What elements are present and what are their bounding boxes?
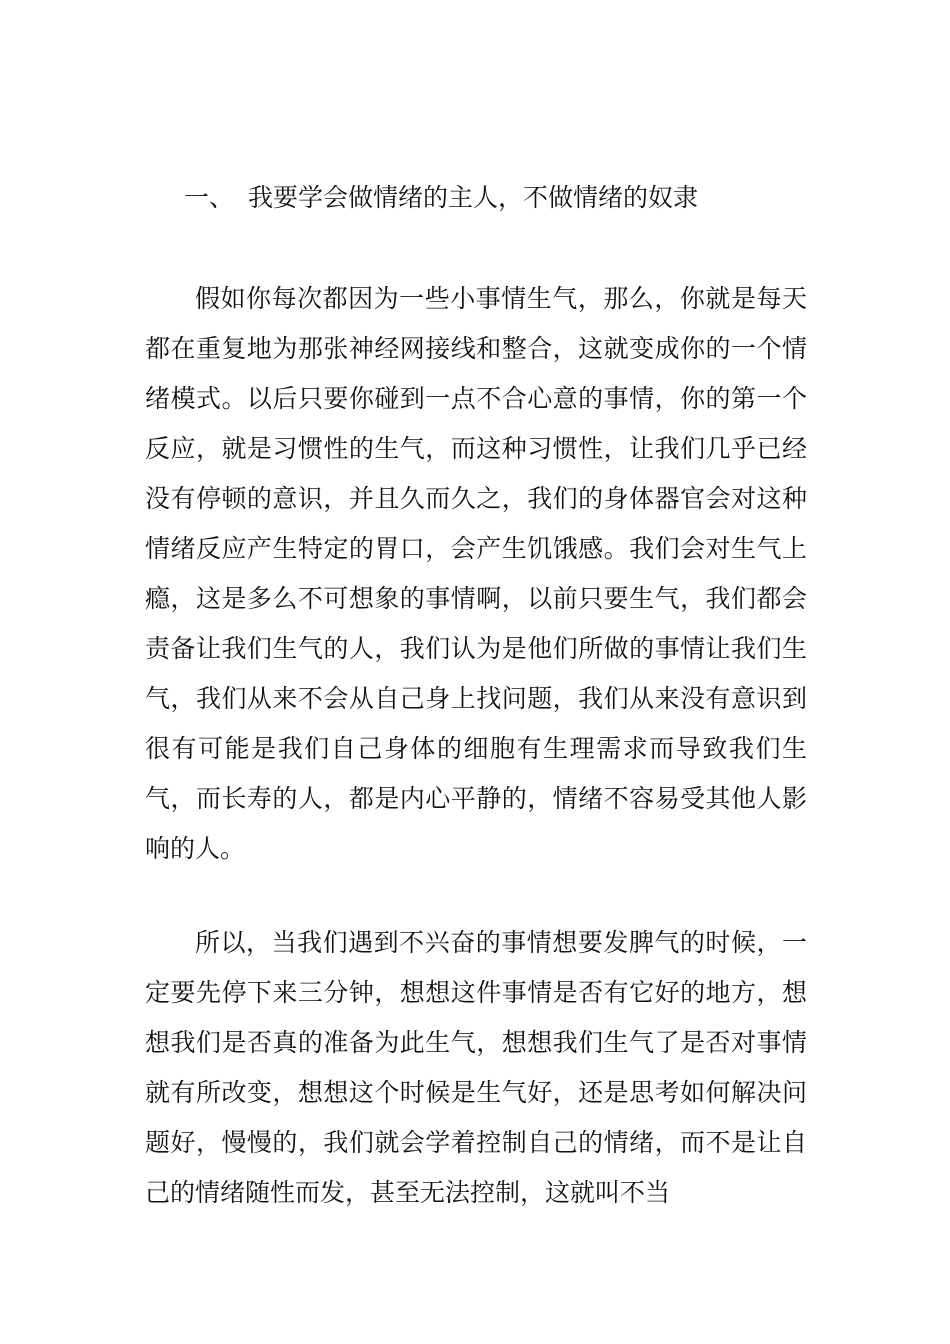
paragraph-2: 所以，当我们遇到不兴奋的事情想要发脾气的时候，一定要先停下来三分钟，想想这件事情是否有它好的地方，想想我们是否真的准备为此生气，想想我们生气了是否对事情就有所改变，想想这个时候是生气好，还是思考如何解决问题好，慢慢的，我们就会学着控制自己的情绪，而不是让自己的情绪随性而发，甚至无法控制，这就叫不当 [145, 928, 807, 1207]
paragraph-1: 假如你每次都因为一些小事情生气，那么，你就是每天都在重复地为那张神经网接线和整合，这就变成你的一个情绪模式。以后只要你碰到一点不合心意的事情，你的第一个反应，就是习惯性的生气，而这种习惯性，让我们几乎已经没有停顿的意识，并且久而久之，我们的身体器官会对这种情绪反应产生特定的胃口，会产生饥饿感。我们会对生气上瘾，这是多么不可想象的事情啊，以前只要生气，我们都会责备让我们生气的人，我们认为是他们所做的事情让我们生气，我们从来不会从自己身上找问题，我们从来没有意识到很有可能是我们自己身体的细胞有生理需求而导致我们生气，而长寿的人，都是内心平静的，情绪不容易受其他人影响的人。 [145, 284, 807, 863]
section-title: 我要学会做情绪的主人，不做情绪的奴隶 [248, 183, 699, 212]
section-heading [184, 178, 824, 218]
section-number: 一、 [184, 183, 235, 212]
